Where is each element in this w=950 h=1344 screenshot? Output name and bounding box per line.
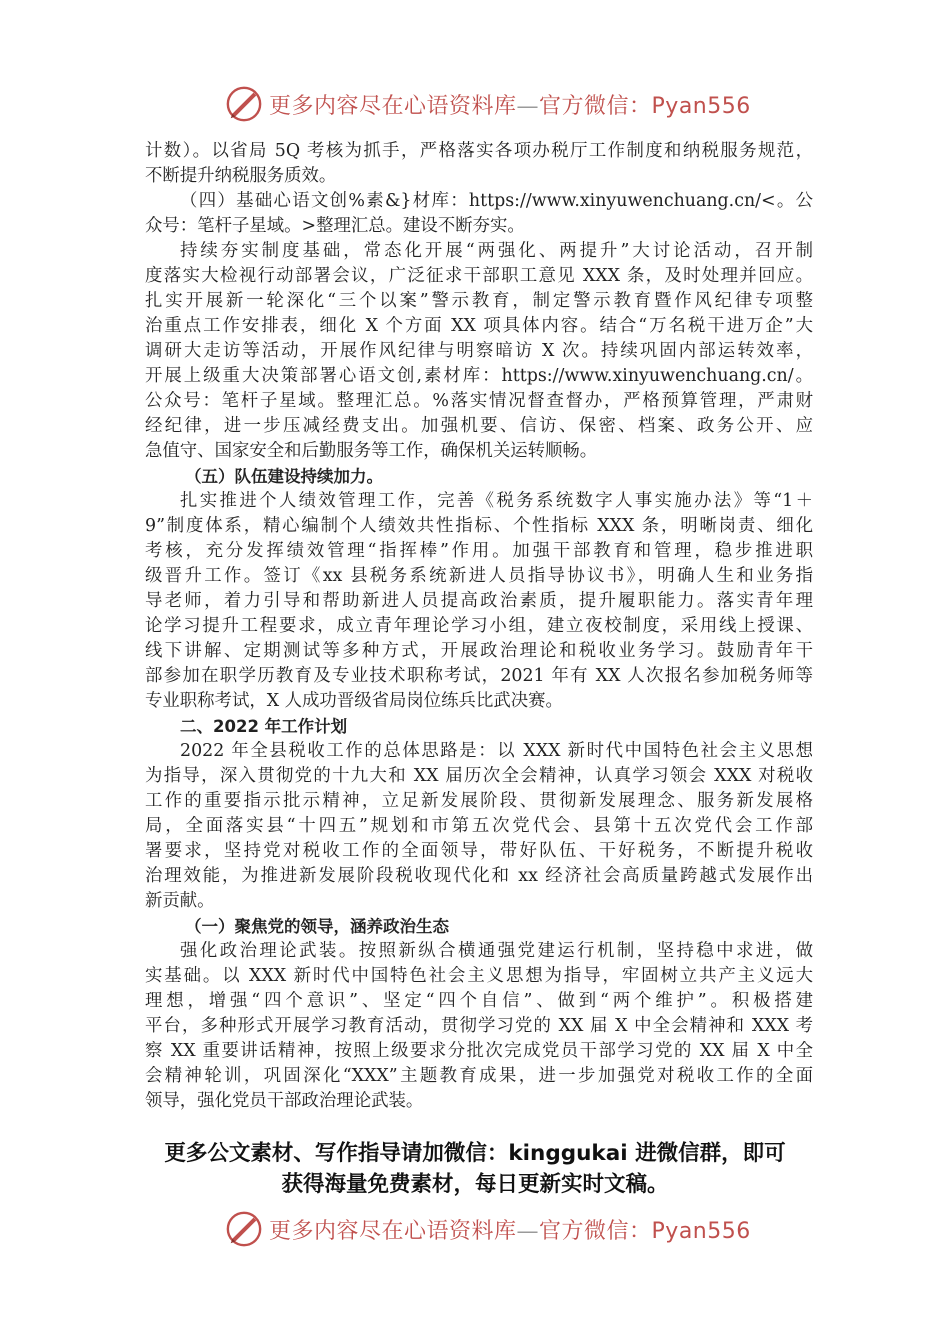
paragraph [145, 139, 813, 189]
pen-logo-icon [225, 85, 263, 123]
text-line: 领导，强化党员干部政治理论武装。 [145, 1091, 424, 1111]
text-line: （四）基础心语文创%素&}材库：https://www.xinyuwenchuang.cn/<。公 [180, 191, 813, 211]
text-line: 专业职称考试，X 人成功晋级省局岗位练兵比武决赛。 [145, 691, 563, 711]
text-line: 扎实推进个人绩效管理工作，完善《税务系统数字人事实施办法》等“1＋ [180, 491, 813, 511]
text-line: 治理效能，为推进新发展阶段税收现代化和 xx 经济社会高质量跨越式发展作出 [145, 866, 813, 886]
banner-dash: — [516, 93, 540, 119]
text-line: 考核，充分发挥绩效管理“指挥棒”作用。加强干部教育和管理，稳步推进职 [145, 541, 813, 561]
banner-contact-id: Pyan556 [651, 1218, 751, 1244]
section-heading [145, 914, 813, 939]
text-line: 经纪律，进一步压减经费支出。加强机要、信访、保密、档案、政务公开、应 [145, 416, 813, 436]
header-banner [225, 82, 751, 126]
banner-dash: — [516, 1218, 540, 1244]
text-line: 署要求，坚持党对税收工作的全面领导，带好队伍、干好税务，不断提升税收 [145, 841, 813, 861]
text-line: （一）聚焦党的领导，涵养政治生态 [185, 917, 449, 936]
text-line: 论学习提升工程要求，成立青年理论学习小组，建立夜校制度，采用线上授课、 [145, 616, 813, 636]
text-line: 察 XX 重要讲话精神，按照上级要求分批次完成党员干部学习党的 XX 届 X 中全 [145, 1041, 813, 1061]
promo-line: 更多公文素材、写作指导请加微信：kinggukai 进微信群，即可 [164, 1141, 786, 1166]
promo-line: 获得海量免费素材，每日更新实时文稿。 [281, 1172, 669, 1197]
text-line: （五）队伍建设持续加力。 [185, 467, 383, 486]
promo-notice [140, 1138, 810, 1200]
text-line: 度落实大检视行动部署会议，广泛征求干部职工意见 XXX 条，及时处理并回应。 [145, 266, 813, 286]
section-heading [145, 464, 813, 489]
text-line: 持续夯实制度基础，常态化开展“两强化、两提升”大讨论活动，召开制 [180, 241, 813, 261]
paragraph [145, 739, 813, 914]
text-line: 调研大走访等活动，开展作风纪律与明察暗访 X 次。持续巩固内部运转效率， [145, 341, 813, 361]
text-line: 新贡献。 [145, 891, 215, 911]
text-line: 2022 年全县税收工作的总体思路是：以 XXX 新时代中国特色社会主义思想 [180, 741, 813, 761]
paragraph [145, 939, 813, 1114]
pen-logo-icon [225, 1210, 263, 1248]
banner-contact-label: 官方微信： [539, 1218, 652, 1244]
banner-text: 更多内容尽在心语资料库 [269, 93, 517, 119]
paragraph [145, 189, 813, 239]
footer-banner [225, 1207, 751, 1251]
text-line: 工作的重要指示批示精神，立足新发展阶段、贯彻新发展理念、服务新发展格 [145, 791, 813, 811]
text-line: 9”制度体系，精心编制个人绩效共性指标、个性指标 XXX 条，明晰岗责、细化 [145, 516, 813, 536]
banner-text: 更多内容尽在心语资料库 [269, 1218, 517, 1244]
text-line: 二、2022 年工作计划 [180, 717, 348, 736]
text-line: 扎实开展新一轮深化“三个以案”警示教育，制定警示教育暨作风纪律专项整 [145, 291, 813, 311]
text-line: 急值守、国家安全和后勤服务等工作，确保机关运转顺畅。 [145, 441, 598, 461]
text-line: 局，全面落实县“十四五”规划和市第五次党代会、县第十五次党代会工作部 [145, 816, 813, 836]
document-body [145, 139, 813, 1114]
text-line: 部参加在职学历教育及专业技术职称考试，2021 年有 XX 人次报名参加税务师等 [145, 666, 813, 686]
paragraph [145, 239, 813, 464]
paragraph [145, 489, 813, 714]
text-line: 为指导，深入贯彻党的十九大和 XX 届历次全会精神，认真学习领会 XXX 对税收 [145, 766, 813, 786]
text-line: 公众号：笔杆子星域。整理汇总。%落实情况督查督办，严格预算管理，严肃财 [145, 391, 813, 411]
text-line: 计数）。以省局 5Q 考核为抓手，严格落实各项办税厅工作制度和纳税服务规范， [145, 141, 813, 161]
text-line: 理想，增强“四个意识”、坚定“四个自信”、做到“两个维护”。积极搭建 [145, 991, 813, 1011]
section-heading [145, 714, 813, 739]
text-line: 导老师，着力引导和帮助新进人员提高政治素质，提升履职能力。落实青年理 [145, 591, 813, 611]
text-line: 不断提升纳税服务质效。 [145, 166, 337, 186]
text-line: 会精神轮训，巩固深化“XXX”主题教育成果，进一步加强党对税收工作的全面 [145, 1066, 813, 1086]
banner-contact-label: 官方微信： [539, 93, 652, 119]
text-line: 级晋升工作。签订《xx 县税务系统新进人员指导协议书》，明确人生和业务指 [145, 566, 813, 586]
text-line: 开展上级重大决策部署心语文创,素材库：https://www.xinyuwenchuang.cn/。 [145, 366, 813, 386]
text-line: 线下讲解、定期测试等多种方式，开展政治理论和税收业务学习。鼓励青年干 [145, 641, 813, 661]
text-line: 众号：笔杆子星域。>整理汇总。建设不断夯实。 [145, 216, 525, 236]
text-line: 实基础。以 XXX 新时代中国特色社会主义思想为指导，牢固树立共产主义远大 [145, 966, 813, 986]
text-line: 平台，多种形式开展学习教育活动，贯彻学习党的 XX 届 X 中全会精神和 XXX 考 [145, 1016, 813, 1036]
text-line: 强化政治理论武装。按照新纵合横通强党建运行机制，坚持稳中求进，做 [180, 941, 813, 961]
banner-contact-id: Pyan556 [651, 93, 751, 119]
text-line: 治重点工作安排表，细化 X 个方面 XX 项具体内容。结合“万名税干进万企”大 [145, 316, 813, 336]
